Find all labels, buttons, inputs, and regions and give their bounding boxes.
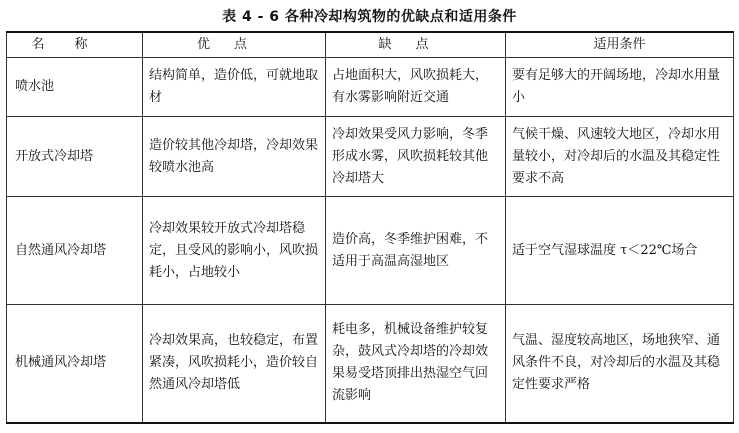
row-conditions: 要有足够大的开阔场地，冷却水用量小: [506, 58, 734, 117]
row-conditions: 适于空气湿球温度 τ＜22℃场合: [506, 197, 734, 305]
row-disadvantages: 耗电多，机械设备维护较复杂，鼓风式冷却塔的冷却效果易受塔顶排出热湿空气回流影响: [326, 305, 506, 423]
cooling-structures-table: [6, 31, 734, 424]
header-conditions: 适用条件: [506, 32, 734, 58]
table-row: [7, 197, 734, 305]
table-row: [7, 117, 734, 197]
row-advantages: 冷却效果高，也较稳定，布置紧凑，风吹损耗小，造价较自然通风冷却塔低: [143, 305, 326, 423]
row-name: 开放式冷却塔: [7, 117, 143, 197]
table-row: [7, 305, 734, 423]
header-row: [7, 32, 734, 58]
row-disadvantages: 占地面积大，风吹损耗大，有水雾影响附近交通: [326, 58, 506, 117]
row-conditions: 气温、湿度较高地区，场地狭窄、通风条件不良，对冷却后的水温及其稳定性要求严格: [506, 305, 734, 423]
row-name: 机械通风冷却塔: [7, 305, 143, 423]
table-caption: 表 4 - 6 各种冷却构筑物的优缺点和适用条件: [222, 9, 517, 25]
row-disadvantages: 冷却效果受风力影响，冬季形成水雾，风吹损耗较其他冷却塔大: [326, 117, 506, 197]
row-advantages: 冷却效果较开放式冷却塔稳定，且受风的影响小，风吹损耗小，占地较小: [143, 197, 326, 305]
header-advantages: 优点: [143, 32, 326, 58]
header-name: 名称: [7, 32, 143, 58]
row-conditions: 气候干燥、风速较大地区，冷却水用量较小，对冷却后的水温及其稳定性要求不高: [506, 117, 734, 197]
header-disadvantages: 缺点: [326, 32, 506, 58]
row-name: 自然通风冷却塔: [7, 197, 143, 305]
row-disadvantages: 造价高，冬季维护困难，不适用于高温高湿地区: [326, 197, 506, 305]
row-name: 喷水池: [7, 58, 143, 117]
row-advantages: 造价较其他冷却塔，冷却效果较喷水池高: [143, 117, 326, 197]
row-advantages: 结构简单，造价低，可就地取材: [143, 58, 326, 117]
table-row: [7, 58, 734, 117]
